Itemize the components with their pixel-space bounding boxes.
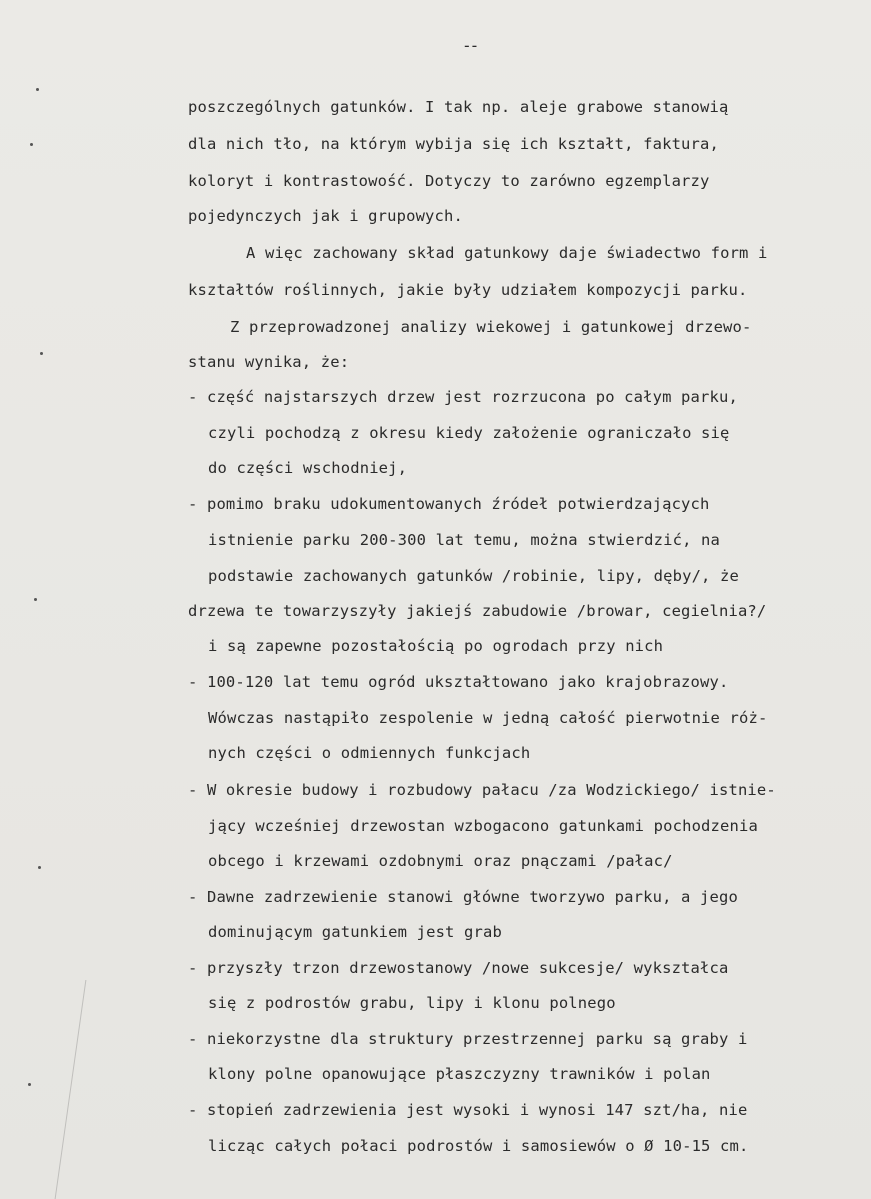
margin-dot bbox=[36, 88, 39, 91]
text-line: się z podrostów grabu, lipy i klonu polnego bbox=[208, 994, 616, 1012]
text-line: drzewa te towarzyszyły jakiejś zabudowie /browar, cegielnia?/ bbox=[188, 602, 767, 620]
text-line: Z przeprowadzonej analizy wiekowej i gatunkowej drzewo- bbox=[230, 318, 752, 336]
margin-dot bbox=[28, 1083, 31, 1086]
text-line: dominującym gatunkiem jest grab bbox=[208, 923, 502, 941]
text-line: obcego i krzewami ozdobnymi oraz pnączami /pałac/ bbox=[208, 852, 673, 870]
margin-dot bbox=[40, 352, 43, 355]
text-line: dla nich tło, na którym wybija się ich kształt, faktura, bbox=[188, 135, 719, 153]
text-line: pojedynczych jak i grupowych. bbox=[188, 207, 463, 225]
paper-crease bbox=[55, 980, 117, 1199]
text-line: nych części o odmiennych funkcjach bbox=[208, 744, 531, 762]
text-line: kształtów roślinnych, jakie były udziałem kompozycji parku. bbox=[188, 281, 748, 299]
text-line: - 100-120 lat temu ogród ukształtowano jako krajobrazowy. bbox=[188, 673, 729, 691]
margin-dot bbox=[38, 866, 41, 869]
text-line: licząc całych połaci podrostów i samosiewów o Ø 10-15 cm. bbox=[208, 1137, 749, 1155]
text-line: - niekorzystne dla struktury przestrzennej parku są graby i bbox=[188, 1030, 748, 1048]
text-line: - stopień zadrzewienia jest wysoki i wynosi 147 szt/ha, nie bbox=[188, 1101, 748, 1119]
text-line: do części wschodniej, bbox=[208, 459, 408, 477]
margin-dot bbox=[34, 598, 37, 601]
text-line: podstawie zachowanych gatunków /robinie, lipy, dęby/, że bbox=[208, 567, 739, 585]
text-line: - Dawne zadrzewienie stanowi główne tworzywo parku, a jego bbox=[188, 888, 738, 906]
page-mark: -- bbox=[462, 36, 478, 55]
text-line: klony polne opanowujące płaszczyzny trawników i polan bbox=[208, 1065, 711, 1083]
text-line: poszczególnych gatunków. I tak np. aleje grabowe stanowią bbox=[188, 98, 729, 116]
text-line: - W okresie budowy i rozbudowy pałacu /za Wodzickiego/ istnie- bbox=[188, 781, 776, 799]
margin-dot bbox=[30, 143, 33, 146]
text-line: - pomimo braku udokumentowanych źródeł potwierdzających bbox=[188, 495, 710, 513]
text-line: A więc zachowany skład gatunkowy daje świadectwo form i bbox=[246, 244, 768, 262]
text-line: koloryt i kontrastowość. Dotyczy to zarówno egzemplarzy bbox=[188, 172, 710, 190]
text-line: czyli pochodzą z okresu kiedy założenie ograniczało się bbox=[208, 424, 730, 442]
text-line: i są zapewne pozostałością po ogrodach przy nich bbox=[208, 637, 664, 655]
text-line: Wówczas nastąpiło zespolenie w jedną całość pierwotnie róż- bbox=[208, 709, 768, 727]
text-line: istnienie parku 200-300 lat temu, można stwierdzić, na bbox=[208, 531, 721, 549]
text-line: jący wcześniej drzewostan wzbogacono gatunkami pochodzenia bbox=[208, 817, 758, 835]
text-line: stanu wynika, że: bbox=[188, 353, 350, 371]
text-line: - przyszły trzon drzewostanowy /nowe sukcesje/ wykształca bbox=[188, 959, 729, 977]
text-line: - część najstarszych drzew jest rozrzucona po całym parku, bbox=[188, 388, 738, 406]
